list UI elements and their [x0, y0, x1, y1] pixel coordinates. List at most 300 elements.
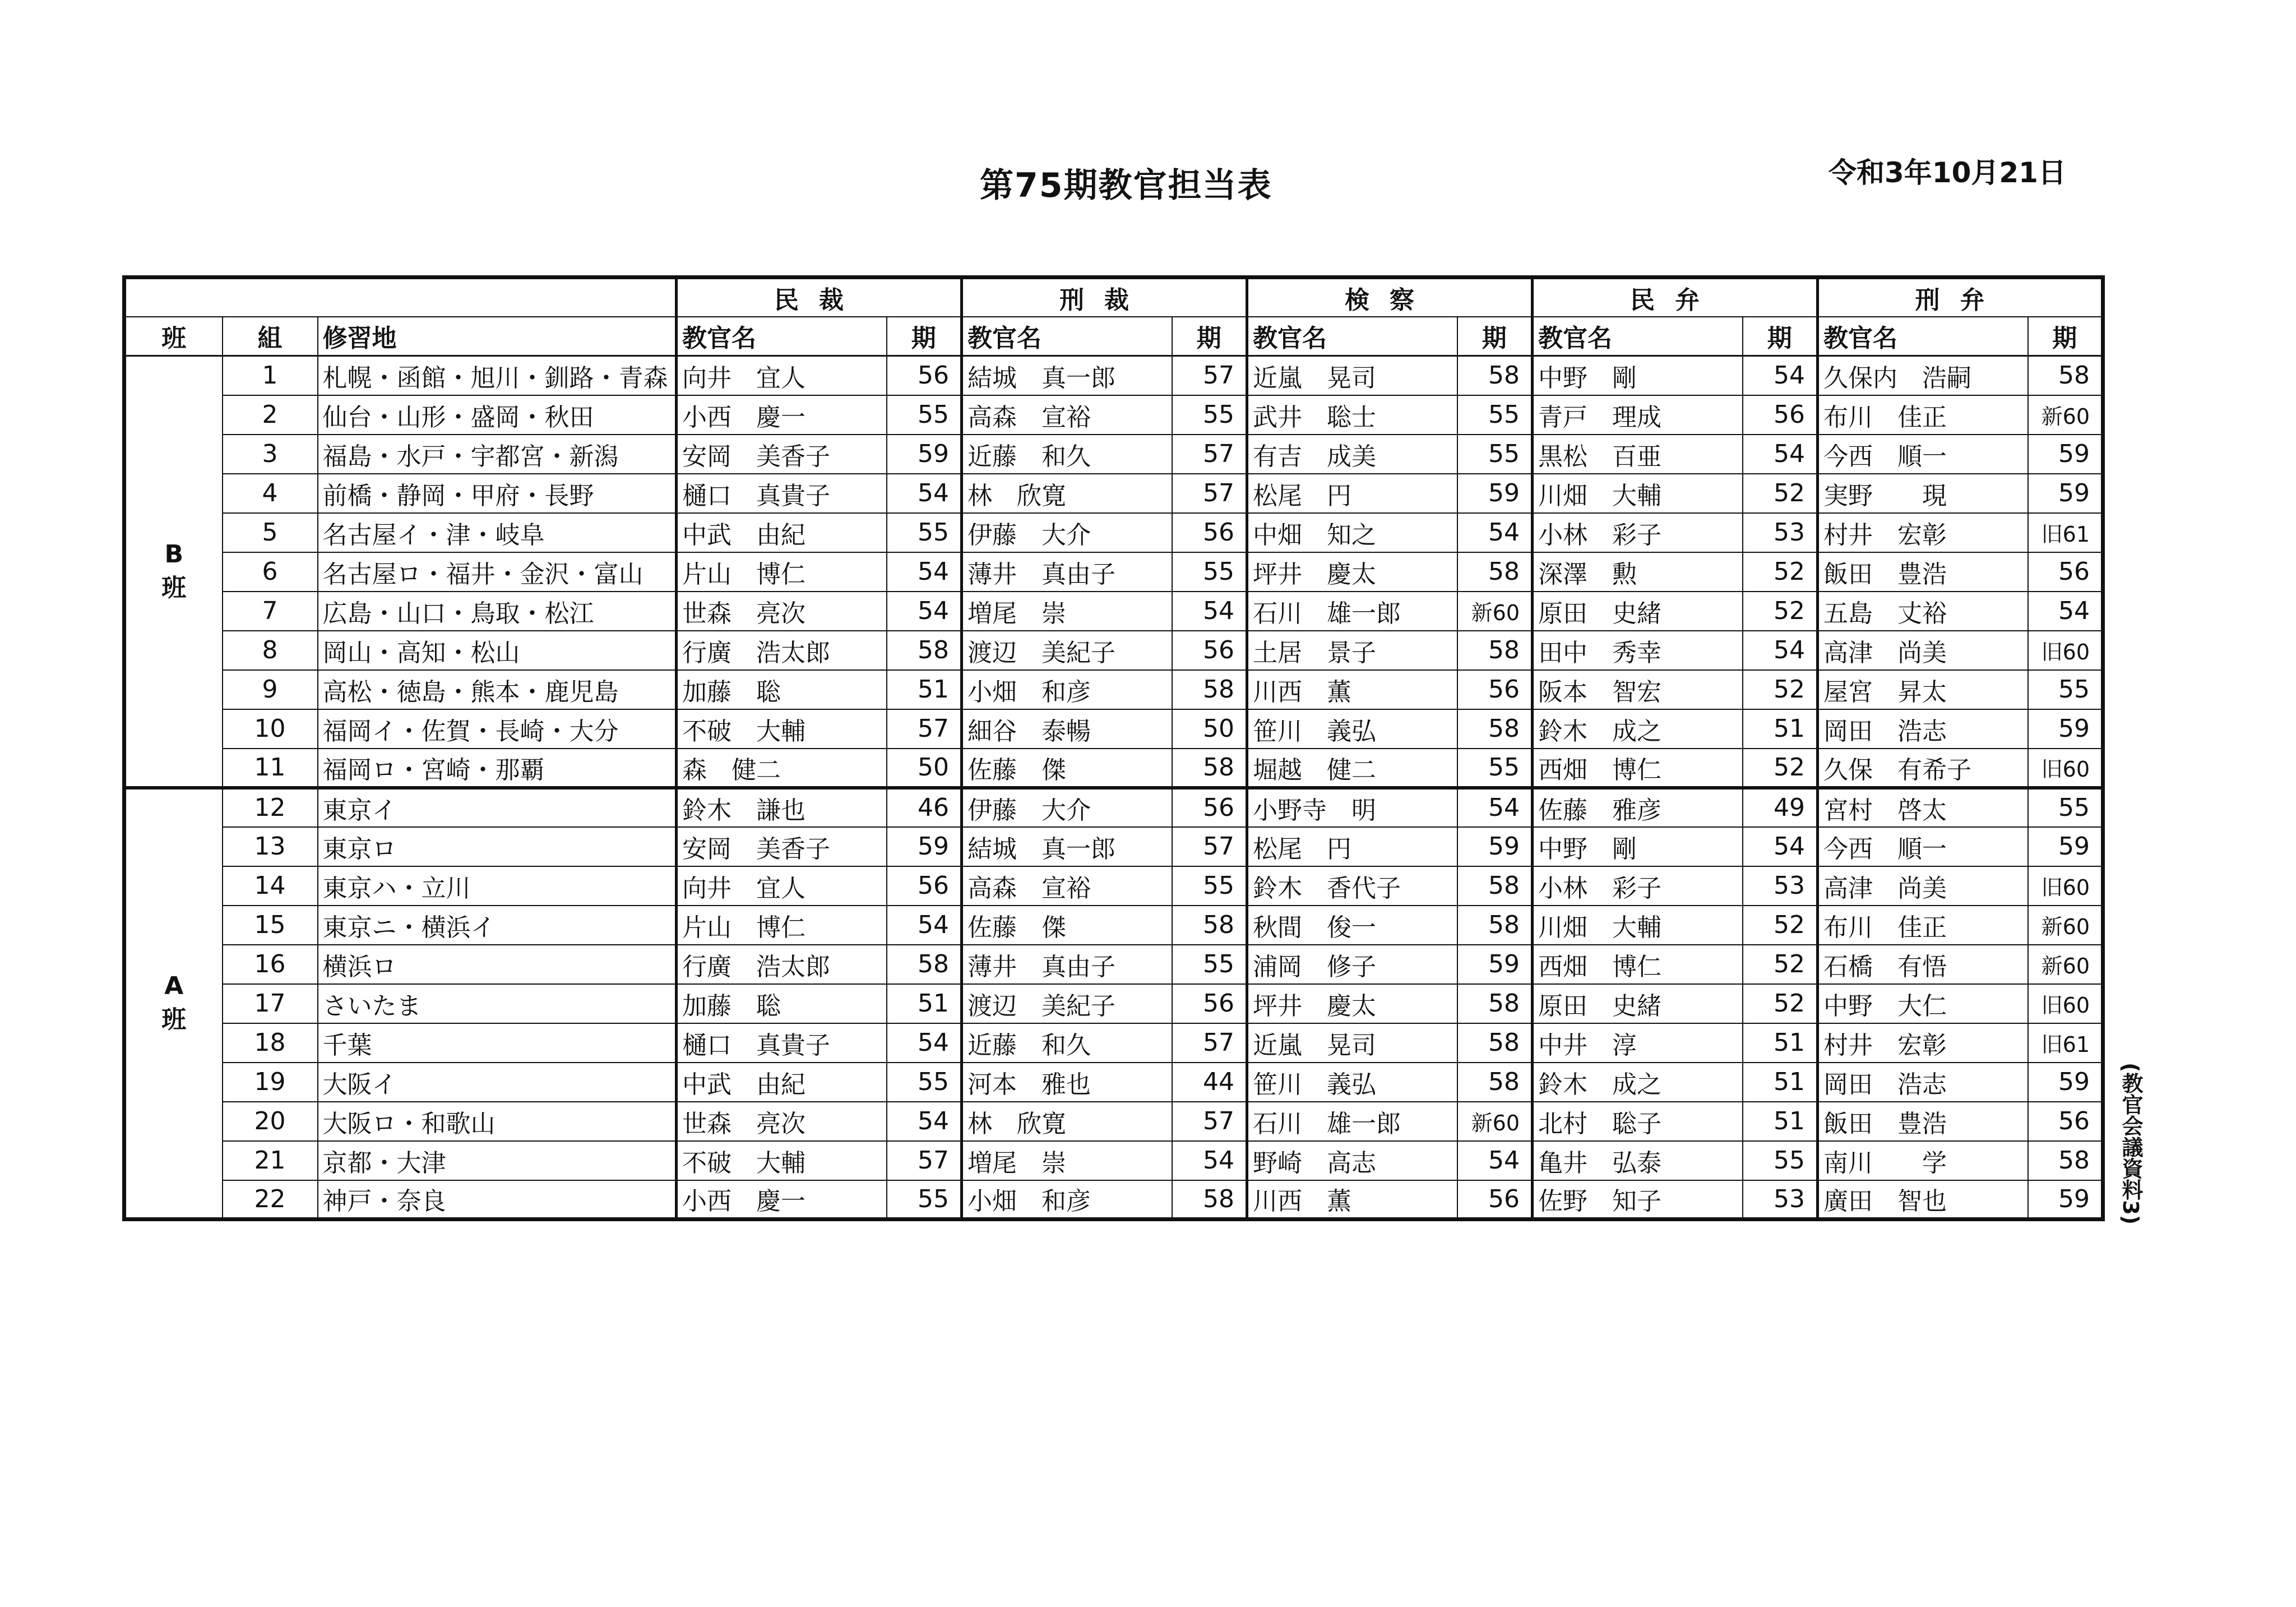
- place-cell: 横浜ロ: [318, 945, 677, 984]
- term-cell: 56: [1172, 513, 1247, 552]
- term-cell: 59: [2028, 1063, 2103, 1102]
- instructor-name-cell: 笹川 義弘: [1247, 1063, 1457, 1102]
- kumi-cell: 3: [223, 435, 318, 474]
- term-cell: 59: [1457, 474, 1533, 513]
- instructor-name-cell: 久保内 浩嗣: [1818, 356, 2028, 395]
- instructor-name-cell: 岡田 浩志: [1818, 709, 2028, 749]
- term-cell: 旧61: [2028, 1023, 2103, 1063]
- instructor-name-cell: 中武 由紀: [677, 1063, 887, 1102]
- section-header-keisai: 刑裁: [962, 278, 1247, 317]
- instructor-name-cell: 鈴木 成之: [1533, 1063, 1743, 1102]
- instructor-name-cell: 土居 景子: [1247, 631, 1457, 670]
- instructor-name-cell: 中武 由紀: [677, 513, 887, 552]
- term-cell: 58: [1457, 631, 1533, 670]
- instructor-name-cell: 小野寺 明: [1247, 788, 1457, 827]
- instructor-name-cell: 小西 慶一: [677, 1180, 887, 1220]
- kumi-cell: 1: [223, 356, 318, 395]
- instructor-name-cell: 小林 彩子: [1533, 866, 1743, 906]
- instructor-name-cell: 近嵐 晃司: [1247, 356, 1457, 395]
- table-row: [124, 552, 2103, 592]
- instructor-name-cell: 薄井 真由子: [962, 945, 1172, 984]
- term-cell: 56: [1457, 1180, 1533, 1220]
- place-cell: 大阪イ: [318, 1063, 677, 1102]
- term-cell: 51: [1743, 709, 1818, 749]
- instructor-name-cell: 原田 史緒: [1533, 984, 1743, 1023]
- section-header-keiben: 刑弁: [1818, 278, 2103, 317]
- instructor-name-cell: 中野 剛: [1533, 827, 1743, 866]
- term-cell: 58: [1172, 1180, 1247, 1220]
- table-row: [124, 709, 2103, 749]
- instructor-name-cell: 渡辺 美紀子: [962, 984, 1172, 1023]
- instructor-name-cell: 岡田 浩志: [1818, 1063, 2028, 1102]
- instructor-name-cell: 林 欣寛: [962, 1102, 1172, 1141]
- term-cell: 58: [1172, 906, 1247, 945]
- term-cell: 56: [1172, 631, 1247, 670]
- term-cell: 58: [887, 631, 962, 670]
- instructor-name-cell: 鈴木 香代子: [1247, 866, 1457, 906]
- term-cell: 58: [1457, 1023, 1533, 1063]
- instructor-name-cell: 中畑 知之: [1247, 513, 1457, 552]
- place-cell: 高松・徳島・熊本・鹿児島: [318, 670, 677, 709]
- place-cell: 大阪ロ・和歌山: [318, 1102, 677, 1141]
- term-cell: 55: [887, 513, 962, 552]
- term-cell: 旧60: [2028, 749, 2103, 788]
- instructor-name-cell: 行廣 浩太郎: [677, 945, 887, 984]
- place-cell: 前橋・静岡・甲府・長野: [318, 474, 677, 513]
- term-cell: 52: [1743, 670, 1818, 709]
- term-cell: 56: [2028, 1102, 2103, 1141]
- instructor-name-cell: 結城 真一郎: [962, 827, 1172, 866]
- instructor-assignment-table: [122, 275, 2105, 1221]
- place-cell: 東京イ: [318, 788, 677, 827]
- term-cell: 53: [1743, 513, 1818, 552]
- term-cell: 旧60: [2028, 631, 2103, 670]
- instructor-name-cell: 林 欣寛: [962, 474, 1172, 513]
- instructor-name-cell: 南川 学: [1818, 1141, 2028, 1180]
- instructor-name-cell: 高津 尚美: [1818, 631, 2028, 670]
- instructor-name-cell: 西畑 博仁: [1533, 749, 1743, 788]
- instructor-name-cell: 石橋 有悟: [1818, 945, 2028, 984]
- instructor-name-cell: 世森 亮次: [677, 592, 887, 631]
- instructor-name-cell: 黒松 百亜: [1533, 435, 1743, 474]
- term-cell: 57: [1172, 435, 1247, 474]
- term-cell: 54: [1172, 592, 1247, 631]
- instructor-name-cell: 村井 宏彰: [1818, 513, 2028, 552]
- instructor-name-cell: 深澤 勲: [1533, 552, 1743, 592]
- table-row: [124, 984, 2103, 1023]
- place-cell: 広島・山口・鳥取・松江: [318, 592, 677, 631]
- instructor-name-cell: 近藤 和久: [962, 435, 1172, 474]
- instructor-name-cell: 西畑 博仁: [1533, 945, 1743, 984]
- term-cell: 57: [1172, 356, 1247, 395]
- instructor-name-cell: 近嵐 晃司: [1247, 1023, 1457, 1063]
- place-cell: 京都・大津: [318, 1141, 677, 1180]
- place-cell: 福岡イ・佐賀・長崎・大分: [318, 709, 677, 749]
- term-cell: 58: [1457, 552, 1533, 592]
- term-cell: 59: [887, 827, 962, 866]
- term-cell: 新60: [2028, 945, 2103, 984]
- instructor-name-cell: 松尾 円: [1247, 827, 1457, 866]
- instructor-name-cell: 石川 雄一郎: [1247, 592, 1457, 631]
- group-label-han: 班: [161, 1005, 187, 1035]
- kumi-cell: 14: [223, 866, 318, 906]
- instructor-name-cell: 廣田 智也: [1818, 1180, 2028, 1220]
- kumi-cell: 5: [223, 513, 318, 552]
- table-row: [124, 356, 2103, 395]
- term-cell: 59: [2028, 474, 2103, 513]
- document-date: 令和3年10月21日: [1829, 156, 2066, 189]
- instructor-name-cell: 不破 大輔: [677, 709, 887, 749]
- table-row: [124, 670, 2103, 709]
- term-cell: 49: [1743, 788, 1818, 827]
- term-cell: 54: [887, 1102, 962, 1141]
- term-cell: 51: [1743, 1102, 1818, 1141]
- term-cell: 54: [1743, 631, 1818, 670]
- term-cell: 52: [1743, 592, 1818, 631]
- column-header-place: 修習地: [318, 317, 677, 356]
- instructor-name-cell: 細谷 泰暢: [962, 709, 1172, 749]
- blank-header-cell: [124, 278, 677, 317]
- instructor-name-cell: 佐藤 雅彦: [1533, 788, 1743, 827]
- instructor-name-cell: 薄井 真由子: [962, 552, 1172, 592]
- place-cell: 千葉: [318, 1023, 677, 1063]
- instructor-name-cell: 片山 博仁: [677, 552, 887, 592]
- instructor-name-cell: 不破 大輔: [677, 1141, 887, 1180]
- term-cell: 53: [1743, 866, 1818, 906]
- instructor-name-cell: 小西 慶一: [677, 395, 887, 435]
- term-cell: 51: [887, 984, 962, 1023]
- group-label-cell: [124, 788, 223, 1220]
- place-cell: 札幌・函館・旭川・釧路・青森: [318, 356, 677, 395]
- instructor-name-cell: 加藤 聡: [677, 984, 887, 1023]
- term-cell: 58: [2028, 1141, 2103, 1180]
- instructor-name-cell: 高森 宣裕: [962, 395, 1172, 435]
- term-cell: 54: [887, 906, 962, 945]
- term-cell: 51: [887, 670, 962, 709]
- column-header-ki: 期: [2028, 317, 2103, 356]
- term-cell: 58: [887, 945, 962, 984]
- place-cell: 名古屋ロ・福井・金沢・富山: [318, 552, 677, 592]
- term-cell: 54: [1743, 827, 1818, 866]
- term-cell: 55: [1172, 945, 1247, 984]
- instructor-name-cell: 増尾 崇: [962, 592, 1172, 631]
- term-cell: 57: [1172, 474, 1247, 513]
- term-cell: 新60: [2028, 395, 2103, 435]
- term-cell: 57: [887, 1141, 962, 1180]
- instructor-name-cell: 坪井 慶太: [1247, 552, 1457, 592]
- column-header-ki: 期: [1457, 317, 1533, 356]
- term-cell: 54: [1743, 356, 1818, 395]
- column-header-ki: 期: [1743, 317, 1818, 356]
- instructor-name-cell: 北村 聡子: [1533, 1102, 1743, 1141]
- term-cell: 56: [2028, 552, 2103, 592]
- table-row: [124, 749, 2103, 788]
- instructor-name-cell: 中野 剛: [1533, 356, 1743, 395]
- term-cell: 55: [887, 1180, 962, 1220]
- term-cell: 55: [2028, 670, 2103, 709]
- kumi-cell: 6: [223, 552, 318, 592]
- term-cell: 57: [887, 709, 962, 749]
- instructor-name-cell: 松尾 円: [1247, 474, 1457, 513]
- term-cell: 53: [1743, 1180, 1818, 1220]
- term-cell: 52: [1743, 552, 1818, 592]
- kumi-cell: 8: [223, 631, 318, 670]
- group-label-letter: B: [164, 539, 184, 569]
- section-header-row: [124, 278, 2103, 317]
- column-header-name: 教官名: [1247, 317, 1457, 356]
- section-header-minsai: 民裁: [677, 278, 962, 317]
- term-cell: 57: [1172, 1023, 1247, 1063]
- kumi-cell: 10: [223, 709, 318, 749]
- instructor-name-cell: 布川 佳正: [1818, 906, 2028, 945]
- kumi-cell: 11: [223, 749, 318, 788]
- instructor-name-cell: 安岡 美香子: [677, 435, 887, 474]
- instructor-name-cell: 田中 秀幸: [1533, 631, 1743, 670]
- term-cell: 旧61: [2028, 513, 2103, 552]
- place-cell: 名古屋イ・津・岐阜: [318, 513, 677, 552]
- kumi-cell: 21: [223, 1141, 318, 1180]
- term-cell: 54: [887, 592, 962, 631]
- instructor-name-cell: 原田 史緒: [1533, 592, 1743, 631]
- column-header-name: 教官名: [1533, 317, 1743, 356]
- instructor-name-cell: 近藤 和久: [962, 1023, 1172, 1063]
- kumi-cell: 18: [223, 1023, 318, 1063]
- group-label-han: 班: [161, 573, 187, 602]
- column-header-kumi: 組: [223, 317, 318, 356]
- table-row: [124, 788, 2103, 827]
- instructor-name-cell: 亀井 弘泰: [1533, 1141, 1743, 1180]
- term-cell: 59: [2028, 1180, 2103, 1220]
- page-title: 第75期教官担当表: [980, 166, 1272, 205]
- instructor-name-cell: 川西 薫: [1247, 670, 1457, 709]
- instructor-name-cell: 佐野 知子: [1533, 1180, 1743, 1220]
- instructor-name-cell: 加藤 聡: [677, 670, 887, 709]
- term-cell: 58: [1457, 1063, 1533, 1102]
- term-cell: 59: [1457, 945, 1533, 984]
- term-cell: 58: [1457, 356, 1533, 395]
- column-header-row: [124, 317, 2103, 356]
- section-header-minben: 民弁: [1533, 278, 1818, 317]
- place-cell: 福岡ロ・宮崎・那覇: [318, 749, 677, 788]
- kumi-cell: 15: [223, 906, 318, 945]
- term-cell: 56: [1172, 984, 1247, 1023]
- instructor-name-cell: 佐藤 傑: [962, 906, 1172, 945]
- instructor-name-cell: 飯田 豊浩: [1818, 552, 2028, 592]
- instructor-name-cell: 安岡 美香子: [677, 827, 887, 866]
- term-cell: 51: [1743, 1023, 1818, 1063]
- instructor-name-cell: 河本 雅也: [962, 1063, 1172, 1102]
- kumi-cell: 9: [223, 670, 318, 709]
- term-cell: 52: [1743, 945, 1818, 984]
- table-row: [124, 474, 2103, 513]
- instructor-name-cell: 伊藤 大介: [962, 513, 1172, 552]
- term-cell: 50: [1172, 709, 1247, 749]
- term-cell: 50: [887, 749, 962, 788]
- table-row: [124, 1141, 2103, 1180]
- term-cell: 54: [1457, 1141, 1533, 1180]
- kumi-cell: 4: [223, 474, 318, 513]
- kumi-cell: 16: [223, 945, 318, 984]
- term-cell: 52: [1743, 749, 1818, 788]
- instructor-name-cell: 有吉 成美: [1247, 435, 1457, 474]
- instructor-name-cell: 伊藤 大介: [962, 788, 1172, 827]
- term-cell: 59: [1457, 827, 1533, 866]
- instructor-name-cell: 飯田 豊浩: [1818, 1102, 2028, 1141]
- kumi-cell: 13: [223, 827, 318, 866]
- kumi-cell: 12: [223, 788, 318, 827]
- instructor-name-cell: 樋口 真貴子: [677, 1023, 887, 1063]
- kumi-cell: 17: [223, 984, 318, 1023]
- table-row: [124, 1102, 2103, 1141]
- term-cell: 58: [1457, 709, 1533, 749]
- term-cell: 55: [1457, 435, 1533, 474]
- term-cell: 54: [1457, 513, 1533, 552]
- instructor-name-cell: 樋口 真貴子: [677, 474, 887, 513]
- term-cell: 59: [2028, 827, 2103, 866]
- place-cell: 岡山・高知・松山: [318, 631, 677, 670]
- term-cell: 55: [1172, 552, 1247, 592]
- instructor-name-cell: 武井 聡士: [1247, 395, 1457, 435]
- table-row: [124, 631, 2103, 670]
- term-cell: 58: [1457, 866, 1533, 906]
- instructor-name-cell: 高津 尚美: [1818, 866, 2028, 906]
- term-cell: 旧60: [2028, 866, 2103, 906]
- instructor-name-cell: 実野 現: [1818, 474, 2028, 513]
- instructor-name-cell: 片山 博仁: [677, 906, 887, 945]
- instructor-name-cell: 堀越 健二: [1247, 749, 1457, 788]
- table-row: [124, 945, 2103, 984]
- term-cell: 46: [887, 788, 962, 827]
- instructor-name-cell: 中野 大仁: [1818, 984, 2028, 1023]
- instructor-name-cell: 坪井 慶太: [1247, 984, 1457, 1023]
- instructor-name-cell: 五島 丈裕: [1818, 592, 2028, 631]
- table-row: [124, 866, 2103, 906]
- term-cell: 55: [1172, 395, 1247, 435]
- table-row: [124, 592, 2103, 631]
- instructor-name-cell: 小林 彩子: [1533, 513, 1743, 552]
- term-cell: 57: [1172, 827, 1247, 866]
- place-cell: 東京ロ: [318, 827, 677, 866]
- term-cell: 57: [1172, 1102, 1247, 1141]
- term-cell: 59: [2028, 709, 2103, 749]
- kumi-cell: 22: [223, 1180, 318, 1220]
- term-cell: 52: [1743, 474, 1818, 513]
- instructor-name-cell: 野崎 高志: [1247, 1141, 1457, 1180]
- instructor-name-cell: 川西 薫: [1247, 1180, 1457, 1220]
- instructor-name-cell: 石川 雄一郎: [1247, 1102, 1457, 1141]
- column-header-ki: 期: [1172, 317, 1247, 356]
- table-body: [124, 356, 2103, 1220]
- term-cell: 59: [2028, 435, 2103, 474]
- instructor-name-cell: 森 健二: [677, 749, 887, 788]
- term-cell: 56: [1743, 395, 1818, 435]
- instructor-name-cell: 向井 宜人: [677, 356, 887, 395]
- table-row: [124, 513, 2103, 552]
- instructor-name-cell: 中井 淳: [1533, 1023, 1743, 1063]
- place-cell: 仙台・山形・盛岡・秋田: [318, 395, 677, 435]
- instructor-name-cell: 久保 有希子: [1818, 749, 2028, 788]
- term-cell: 58: [2028, 356, 2103, 395]
- term-cell: 55: [1743, 1141, 1818, 1180]
- kumi-cell: 19: [223, 1063, 318, 1102]
- instructor-name-cell: 布川 佳正: [1818, 395, 2028, 435]
- term-cell: 58: [1172, 749, 1247, 788]
- instructor-name-cell: 今西 順一: [1818, 827, 2028, 866]
- term-cell: 58: [1457, 984, 1533, 1023]
- instructor-name-cell: 行廣 浩太郎: [677, 631, 887, 670]
- column-header-name: 教官名: [677, 317, 887, 356]
- term-cell: 55: [1172, 866, 1247, 906]
- instructor-name-cell: 高森 宣裕: [962, 866, 1172, 906]
- place-cell: さいたま: [318, 984, 677, 1023]
- term-cell: 56: [1172, 788, 1247, 827]
- instructor-name-cell: 青戸 理成: [1533, 395, 1743, 435]
- term-cell: 56: [887, 866, 962, 906]
- instructor-name-cell: 笹川 義弘: [1247, 709, 1457, 749]
- instructor-name-cell: 川畑 大輔: [1533, 906, 1743, 945]
- table-row: [124, 1023, 2103, 1063]
- column-header-han: 班: [124, 317, 223, 356]
- table-row: [124, 395, 2103, 435]
- group-label-cell: [124, 356, 223, 788]
- place-cell: 東京ニ・横浜イ: [318, 906, 677, 945]
- term-cell: 新60: [2028, 906, 2103, 945]
- term-cell: 56: [887, 356, 962, 395]
- column-header-ki: 期: [887, 317, 962, 356]
- term-cell: 56: [1457, 670, 1533, 709]
- term-cell: 52: [1743, 906, 1818, 945]
- instructor-name-cell: 今西 順一: [1818, 435, 2028, 474]
- group-label-letter: A: [164, 972, 184, 1001]
- instructor-name-cell: 小畑 和彦: [962, 670, 1172, 709]
- term-cell: 55: [887, 395, 962, 435]
- term-cell: 58: [1457, 906, 1533, 945]
- term-cell: 新60: [1457, 1102, 1533, 1141]
- instructor-name-cell: 屋宮 昇太: [1818, 670, 2028, 709]
- instructor-name-cell: 結城 真一郎: [962, 356, 1172, 395]
- table-row: [124, 435, 2103, 474]
- term-cell: 52: [1743, 984, 1818, 1023]
- term-cell: 54: [887, 1023, 962, 1063]
- instructor-name-cell: 世森 亮次: [677, 1102, 887, 1141]
- side-note: (教官会議資料3): [2118, 1063, 2143, 1225]
- instructor-name-cell: 渡辺 美紀子: [962, 631, 1172, 670]
- term-cell: 55: [887, 1063, 962, 1102]
- table-row: [124, 906, 2103, 945]
- table-row: [124, 1180, 2103, 1220]
- instructor-name-cell: 村井 宏彰: [1818, 1023, 2028, 1063]
- instructor-name-cell: 増尾 崇: [962, 1141, 1172, 1180]
- term-cell: 58: [1172, 670, 1247, 709]
- term-cell: 54: [887, 474, 962, 513]
- column-header-name: 教官名: [962, 317, 1172, 356]
- instructor-name-cell: 小畑 和彦: [962, 1180, 1172, 1220]
- kumi-cell: 20: [223, 1102, 318, 1141]
- term-cell: 54: [1457, 788, 1533, 827]
- instructor-name-cell: 向井 宜人: [677, 866, 887, 906]
- term-cell: 55: [2028, 788, 2103, 827]
- term-cell: 54: [887, 552, 962, 592]
- table-row: [124, 827, 2103, 866]
- kumi-cell: 7: [223, 592, 318, 631]
- term-cell: 旧60: [2028, 984, 2103, 1023]
- instructor-name-cell: 鈴木 成之: [1533, 709, 1743, 749]
- term-cell: 51: [1743, 1063, 1818, 1102]
- term-cell: 54: [1172, 1141, 1247, 1180]
- kumi-cell: 2: [223, 395, 318, 435]
- instructor-name-cell: 浦岡 修子: [1247, 945, 1457, 984]
- place-cell: 神戸・奈良: [318, 1180, 677, 1220]
